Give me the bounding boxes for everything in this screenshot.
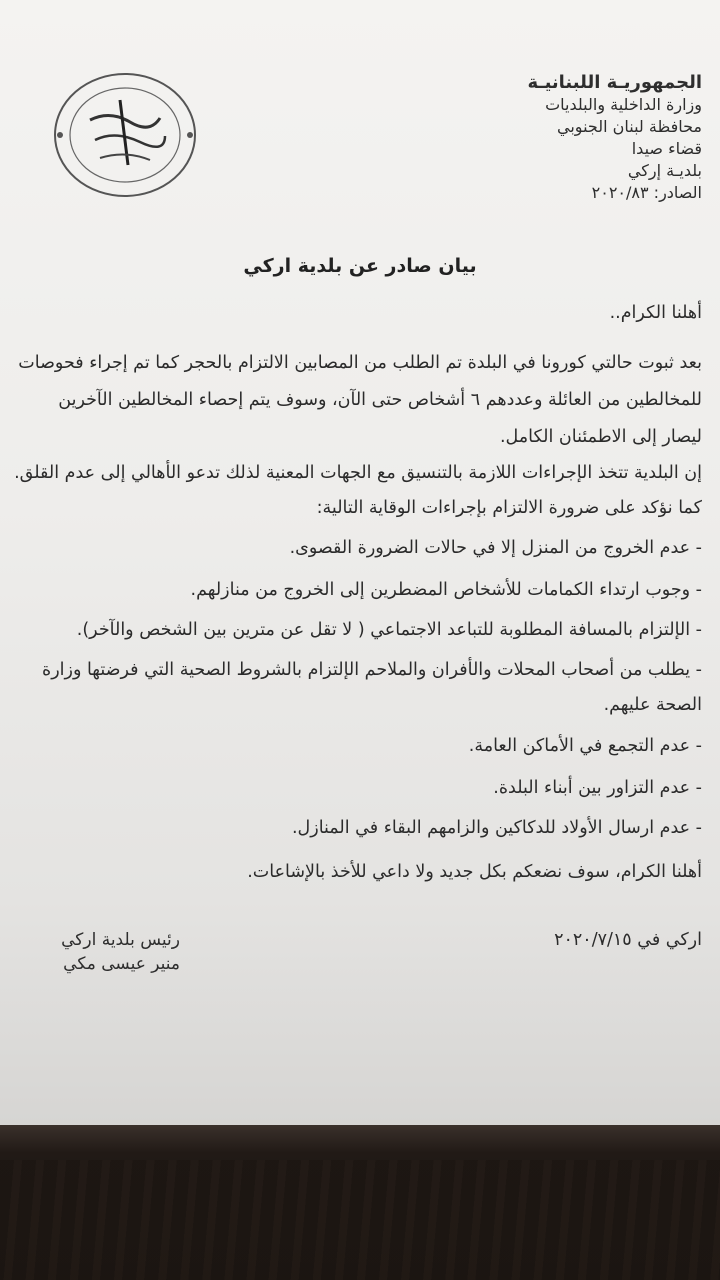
body-line: كما نؤكد على ضرورة الالتزام بإجراءات الوقاية التالية:: [316, 498, 702, 518]
measure-item: - عدم التزاور بين أبناء البلدة.: [493, 778, 702, 798]
governorate-name: محافظة لبنان الجنوبي: [557, 117, 702, 136]
body-line: بعد ثبوت حالتي كورونا في البلدة تم الطلب من المصابين الالتزام بالحجر كما تم إجراء فحوصات: [18, 353, 702, 373]
background-floor: [0, 1160, 720, 1280]
body-line: إن البلدية تتخذ الإجراءات اللازمة بالتنسيق مع الجهات المعنية لذلك تدعو الأهالي إلى عدم القلق.: [14, 463, 702, 483]
body-line: للمخالطين من العائلة وعددهم ٦ أشخاص حتى الآن، وسوف يتم إحصاء المخالطين الآخرين: [58, 390, 702, 410]
republic-name: الجمهوريـة اللبنانيـة: [527, 72, 702, 93]
ministry-name: وزارة الداخلية والبلديات: [545, 95, 702, 114]
measure-item: - الإلتزام بالمسافة المطلوبة للتباعد الاجتماعي ( لا تقل عن مترين بين الشخص والآخر).: [76, 620, 702, 640]
district-name: قضاء صيدا: [631, 139, 702, 158]
issue-date: اركي في ٢٠٢٠/٧/١٥: [554, 930, 702, 950]
closing-statement: أهلنا الكرام، سوف نضعكم بكل جديد ولا داعي للأخذ بالإشاعات.: [247, 862, 702, 882]
greeting: أهلنا الكرام..: [609, 303, 702, 323]
body-line: ليصار إلى الاطمئنان الكامل.: [499, 427, 702, 447]
measure-item: - وجوب ارتداء الكمامات للأشخاص المضطرين إلى الخروج من منازلهم.: [190, 580, 702, 600]
reference-number: الصادر: ٢٠٢٠/٨٣: [591, 183, 702, 202]
measure-item: - عدم الخروج من المنزل إلا في حالات الضرورة القصوى.: [289, 538, 702, 558]
municipality-seal: [50, 70, 200, 200]
measure-item: - عدم التجمع في الأماكن العامة.: [468, 736, 702, 756]
signature-block: [40, 930, 180, 974]
measure-item: - يطلب من أصحاب المحلات والأفران والملاحم الإلتزام بالشروط الصحية التي فرضتها وزارة: [42, 660, 702, 680]
letterhead: [528, 72, 703, 204]
signatory-title: رئيس بلدية اركي: [61, 930, 180, 950]
document-title: بيان صادر عن بلدية اركي: [243, 255, 477, 277]
signatory-name: منير عيسى مكي: [63, 954, 180, 974]
measure-item: - عدم ارسال الأولاد للدكاكين والزامهم البقاء في المنازل.: [291, 818, 702, 838]
municipality-name: بلديـة إركي: [627, 161, 702, 180]
measure-item-continued: الصحة عليهم.: [603, 695, 702, 715]
